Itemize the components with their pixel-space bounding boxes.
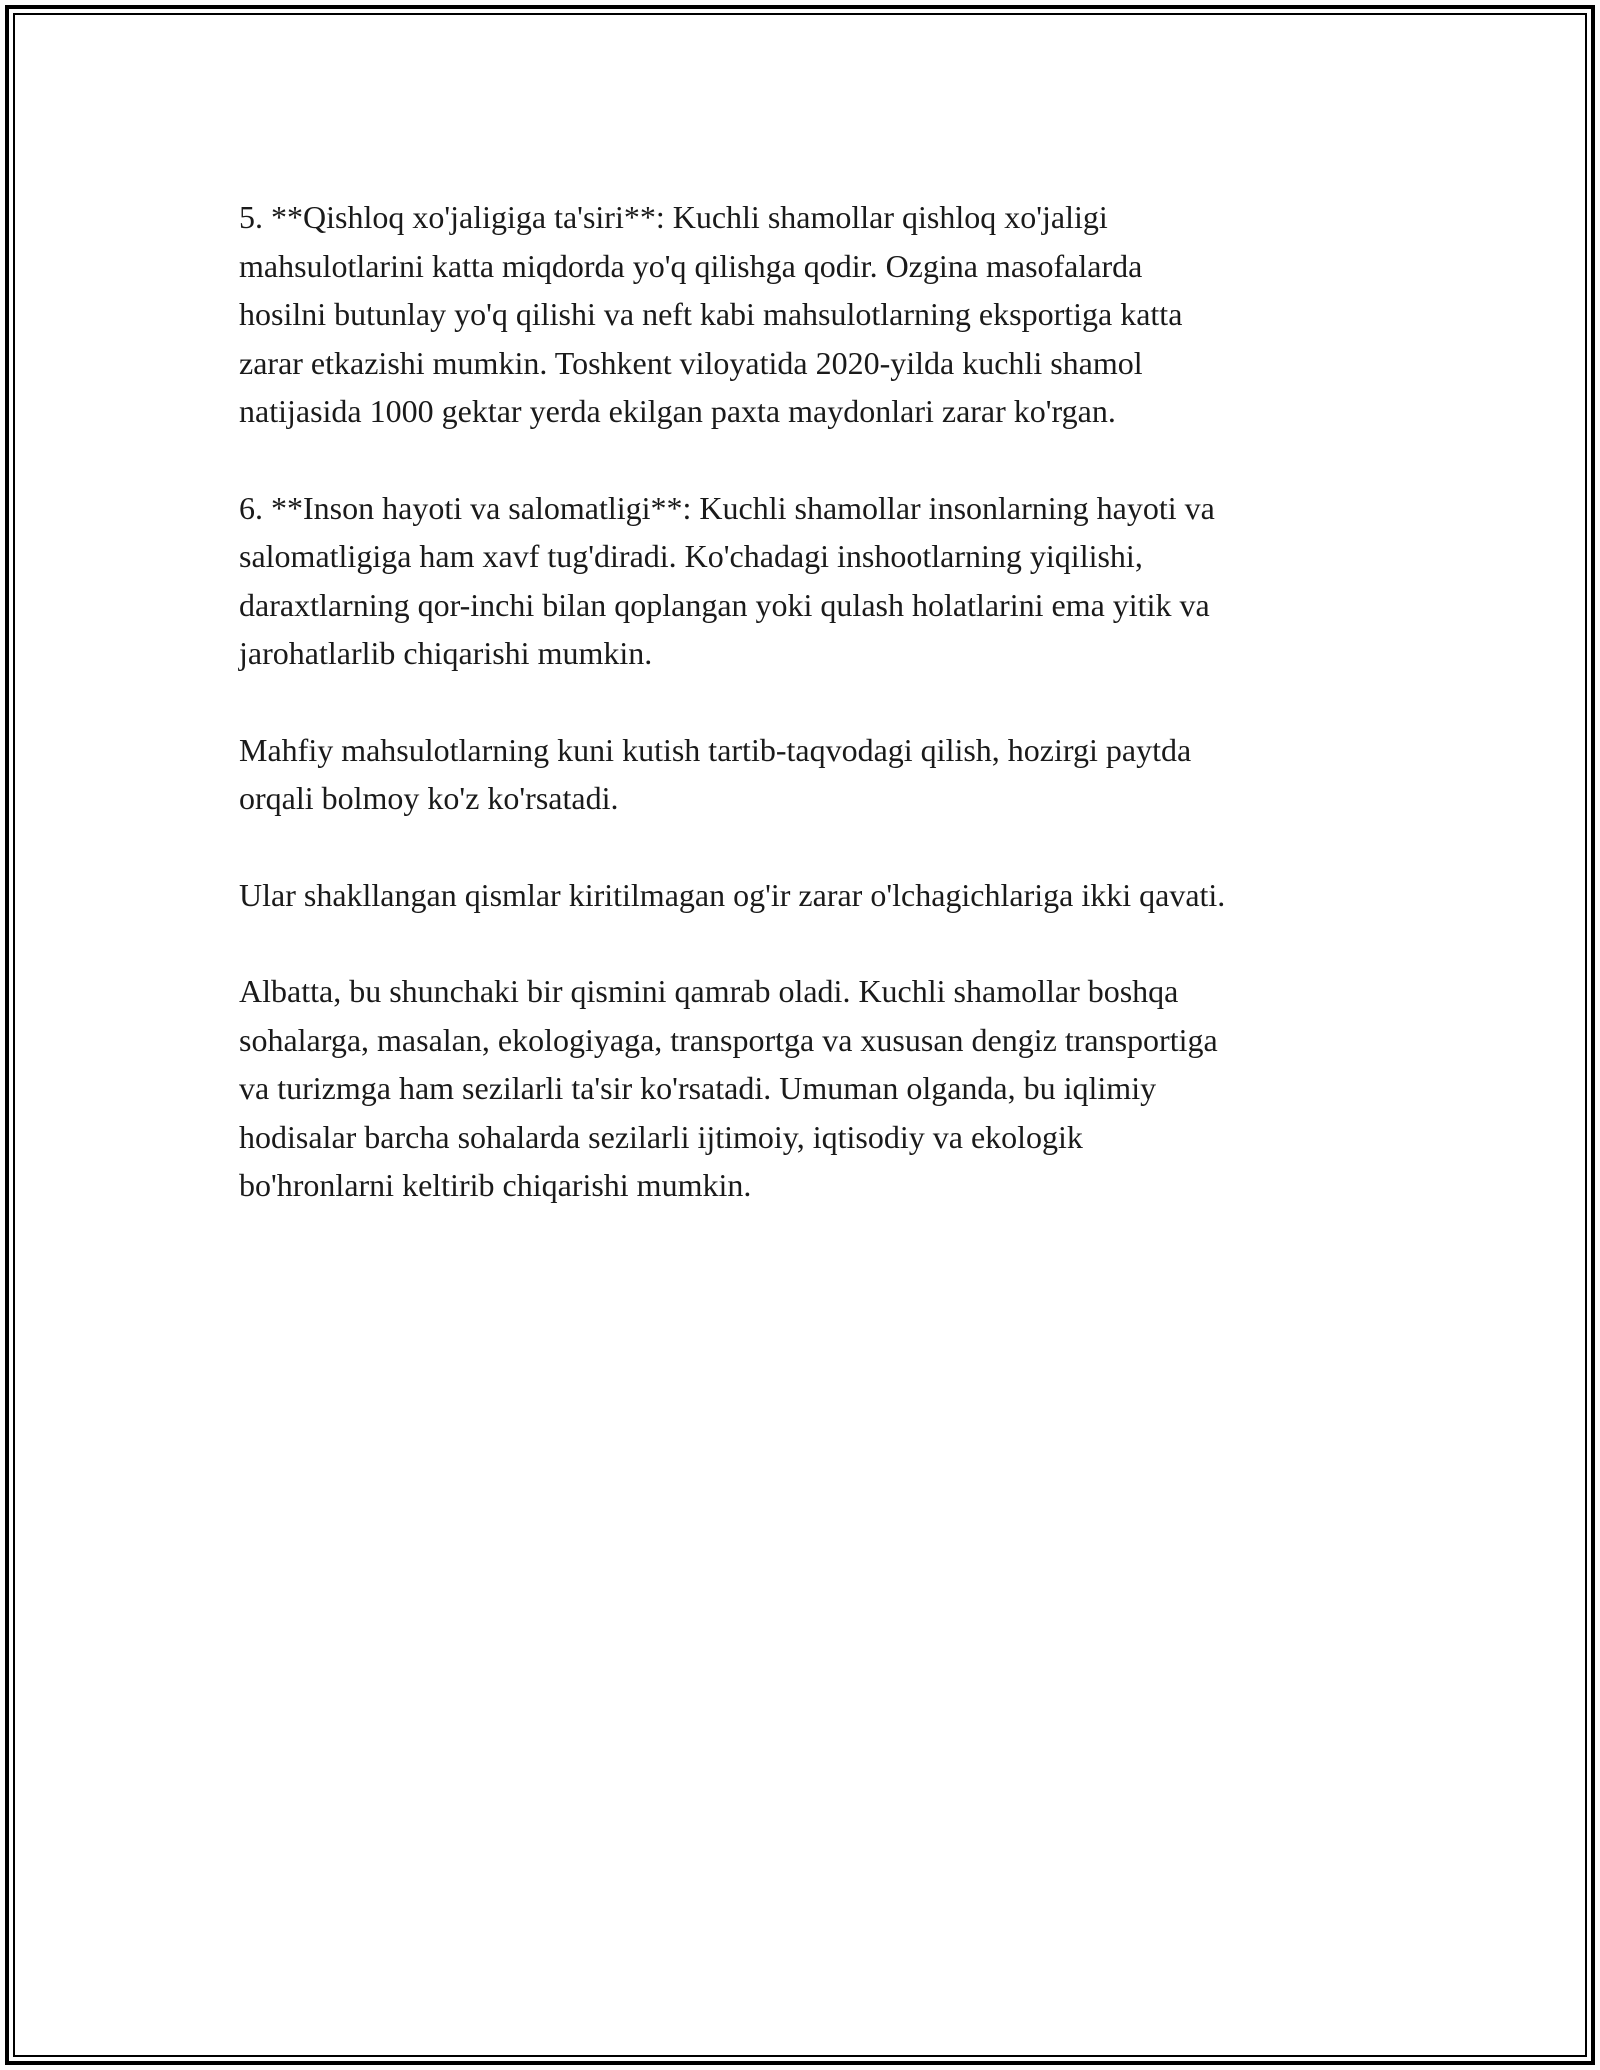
paragraph-agriculture-impact: 5. **Qishloq xo'jaligiga ta'siri**: Kuchli shamollar qishloq xo'jaligi mahsulotlarini katta miqdorda yo'q qilishga qodir. Ozgina masofalarda hosilni butunlay yo'q qilishi va neft kabi mahsulotlarning eksportiga katta zarar etkazishi mumkin. Toshkent viloyatida 2020-yilda kuchli shamol natijasida 1000 gektar yerda ekilgan paxta maydonlari zarar ko'rgan. [239,199,1183,429]
paragraph-conclusion: Albatta, bu shunchaki bir qismini qamrab oladi. Kuchli shamollar boshqa sohalarga, masalan, ekologiyaga, transportga va xususan dengiz transportiga va turizmga ham sezilarli ta'sir ko'rsatadi. Umuman olganda, bu iqlimiy hodisalar barcha sohalarda sezilarli ijtimoiy, iqtisodiy va ekologik bo'hronlarni keltirib chiqarishi mumkin. [239,973,1218,1203]
page-border-inner [13,13,1587,2057]
paragraph-human-life-health: 6. **Inson hayoti va salomatligi**: Kuchli shamollar insonlarning hayoti va salomatligiga ham xavf tug'diradi. Ko'chadagi inshootlarning yiqilishi, daraxtlarning qor-inchi bilan qoplangan yoki qulash holatlarini ema yitik va jarohatlarlib chiqarishi mumkin. [239,489,1215,671]
paragraph-hidden-products: Mahfiy mahsulotlarning kuni kutish tartib-taqvodagi qilish, hozirgi paytda orqali bolmoy ko'z ko'rsatadi. [239,731,1192,816]
paragraph-formed-parts: Ular shakllangan qismlar kiritilmagan og'ir zarar o'lchagichlariga ikki qavati. [239,876,1226,913]
page-border-outer [5,5,1595,2065]
document-body [239,193,1389,1258]
